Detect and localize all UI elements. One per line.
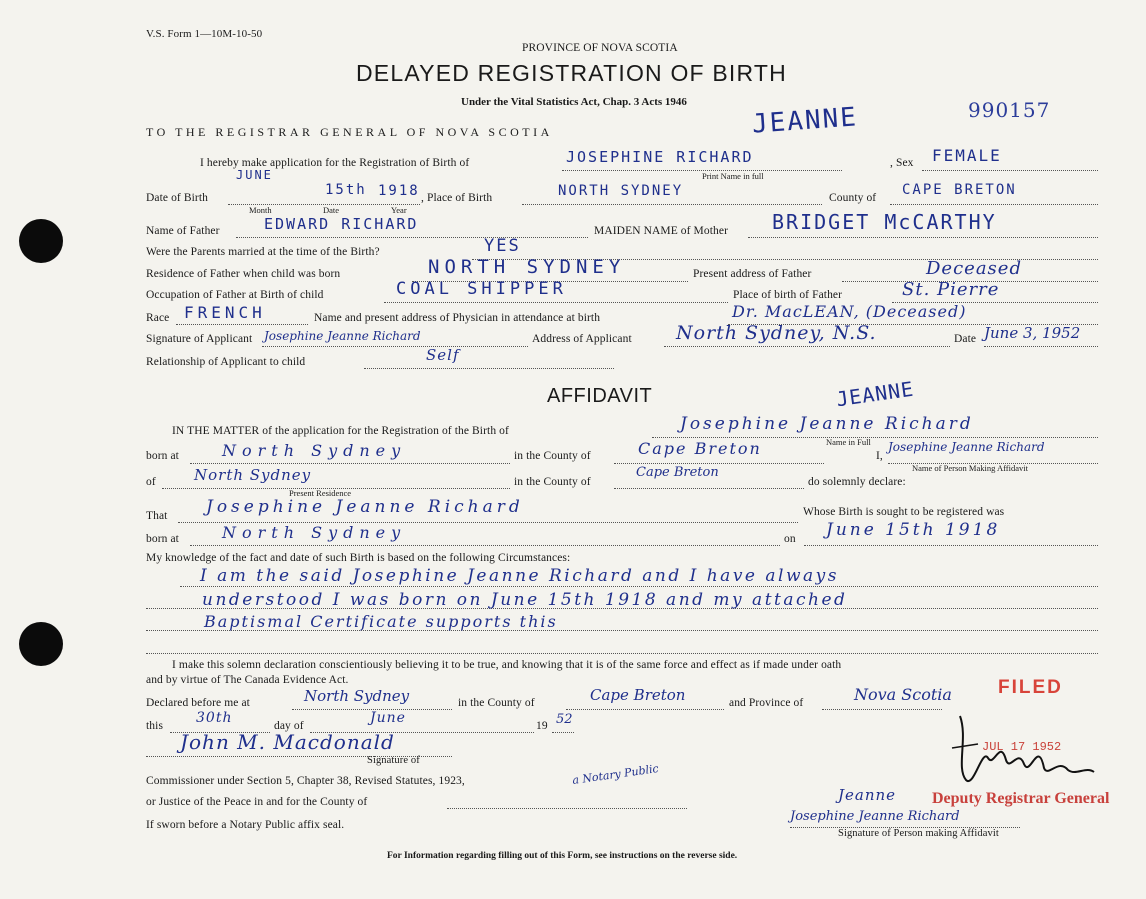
on-label: on [784,533,796,545]
relationship-value: Self [426,346,460,364]
maiden-label: MAIDEN NAME of Mother [594,225,729,237]
province-of-label: and Province of [729,697,804,709]
aff-of-value: North Sydney [194,466,312,484]
place-birth-value: NORTH SYDNEY [558,183,684,199]
sex-label: , Sex [890,157,914,169]
sex-value: FEMALE [932,146,1002,165]
date-caption: Date [323,205,340,215]
filed-stamp: FILED [998,677,1063,698]
aff-i-value: Josephine Jeanne Richard [888,440,1045,454]
father-value: EDWARD RICHARD [264,215,419,233]
pob-label: , Place of Birth [421,192,493,204]
physician-label: Name and present address of Physician in attendance at birth [314,312,601,324]
to-registrar-line: TO THE REGISTRAR GENERAL OF NOVA SCOTIA [146,125,553,139]
that-name-value: Josephine Jeanne Richard [206,497,524,517]
present-residence-label: Present Residence [289,488,352,498]
born-at-label-2: born at [146,533,179,545]
race-value: FRENCH [184,303,266,322]
this-day-value: 30th [196,710,233,726]
residence-value: NORTH SYDNEY [428,256,626,278]
county-label: County of [829,192,877,204]
month-caption: Month [249,205,272,215]
name-person-label: Name of Person Making Affidavit [912,463,1028,473]
date-applicant-value: June 3, 1952 [984,324,1081,342]
of-label: of [146,476,156,488]
stamp-title: Deputy Registrar General [932,790,1110,807]
punch-hole-bottom [19,622,63,666]
sworn-label: If sworn before a Notary Public affix seal. [146,819,345,831]
father-birthplace-label: Place of birth of Father [733,289,843,301]
form-code: V.S. Form 1—10M-10-50 [146,28,263,40]
apply-label: I hereby make application for the Registration of Birth of [200,157,470,169]
declared-at-value: North Sydney [304,687,410,705]
circumstance-line-3: Baptismal Certificate supports this [204,612,558,631]
jeanne-correction-top: JEANNE [751,102,859,140]
or-justice-label: or Justice of the Peace in and for the County of [146,796,368,808]
jeanne-correction-affidavit: JEANNE [834,376,916,412]
knowledge-label: My knowledge of the fact and date of such Birth is based on the following Circumstances: [146,552,571,564]
born-at2-value: North Sydney [222,523,407,542]
year-value: 1918 [378,183,420,199]
married-label: Were the Parents married at the time of the Birth? [146,246,380,258]
father-addr-value: Deceased [926,258,1022,279]
in-county-label-2: in the County of [514,476,591,488]
declared-county-value: Cape Breton [590,686,686,704]
date-applicant-label: Date [954,333,977,345]
affidavit-heading: AFFIDAVIT [547,385,653,407]
race-label: Race [146,312,170,324]
sig-applicant-value: Josephine Jeanne Richard [264,329,421,343]
sig-applicant-label: Signature of Applicant [146,333,253,345]
physician-value: Dr. MacLEAN, (Deceased) [732,302,967,321]
solemnly-label: do solemnly declare: [808,476,906,488]
child-name-value: JOSEPHINE RICHARD [566,148,754,166]
this-label: this [146,720,164,732]
declaration-line-2: and by virtue of The Canada Evidence Act. [146,674,349,686]
declaration-line-1: I make this solemn declaration conscientiously believing it to be true, and knowing that it is of the same force and effect as if made under oath [172,659,842,671]
jeanne-signature: Jeanne [838,786,897,804]
person-signature: Josephine Jeanne Richard [790,809,960,824]
sig-person-label: Signature of Person making Affidavit [838,828,999,839]
declared-province-value: Nova Scotia [854,685,952,704]
dob-label: Date of Birth [146,192,208,204]
relationship-label: Relationship of Applicant to child [146,356,306,368]
signature-of-label: Signature of [367,755,420,766]
footer-note: For Information regarding filling out of this Form, see instructions on the reverse side. [387,851,738,861]
commissioner-label: Commissioner under Section 5, Chapter 38, Revised Statutes, 1923, [146,775,465,787]
province-heading: PROVINCE OF NOVA SCOTIA [522,42,678,54]
day-month-value: June [370,710,406,726]
whose-birth-label: Whose Birth is sought to be registered was [803,506,1005,518]
aff-county2-value: Cape Breton [636,465,719,480]
form-subtitle: Under the Vital Statistics Act, Chap. 3 Acts 1946 [461,96,687,108]
occupation-label: Occupation of Father at Birth of child [146,289,324,301]
county-value: CAPE BRETON [902,182,1017,198]
addr-applicant-label: Address of Applicant [532,333,632,345]
aff-born-value: North Sydney [222,441,407,460]
year-caption: Year [391,205,407,215]
mother-value: BRIDGET McCARTHY [772,210,997,234]
aff-county-value: Cape Breton [638,439,762,458]
day-of-label: day of [274,720,304,732]
i-label: I, [876,450,883,462]
name-in-full-label: Name in Full [826,437,871,447]
day-value: 15th [325,182,367,198]
month-value: JUNE [236,168,273,182]
residence-label: Residence of Father when child was born [146,268,341,280]
notary-value: a Notary Public [571,762,660,787]
decl-year-value: 52 [556,712,573,727]
form-number: 990157 [968,98,1051,122]
on-date-value: June 15th 1918 [826,520,1001,540]
year-19-label: 19 [536,720,548,732]
present-addr-label: Present address of Father [693,268,812,280]
print-name-label: Print Name in full [702,171,764,181]
born-at-label: born at [146,450,179,462]
registrar-signature [948,708,1098,790]
punch-hole-top [19,219,63,263]
father-birthplace-value: St. Pierre [902,279,1000,300]
circumstance-line-1: I am the said Josephine Jeanne Richard and I have always [200,566,839,586]
married-value: YES [484,236,521,256]
in-county-label-3: in the County of [458,697,535,709]
aff-name-value: Josephine Jeanne Richard [680,414,974,434]
occupation-value: COAL SHIPPER [396,279,567,299]
father-label: Name of Father [146,225,220,237]
matter-label: IN THE MATTER of the application for the Registration of the Birth of [172,425,509,437]
declared-label: Declared before me at [146,697,250,709]
commissioner-signature: John M. Macdonald [180,730,395,754]
in-county-label: in the County of [514,450,591,462]
stamp-date: JUL 17 1952 [982,740,1062,754]
that-label: That [146,510,168,522]
circumstance-line-2: understood I was born on June 15th 1918 and my attached [202,590,848,610]
form-title: DELAYED REGISTRATION OF BIRTH [356,60,787,86]
addr-applicant-value: North Sydney, N.S. [676,322,877,344]
